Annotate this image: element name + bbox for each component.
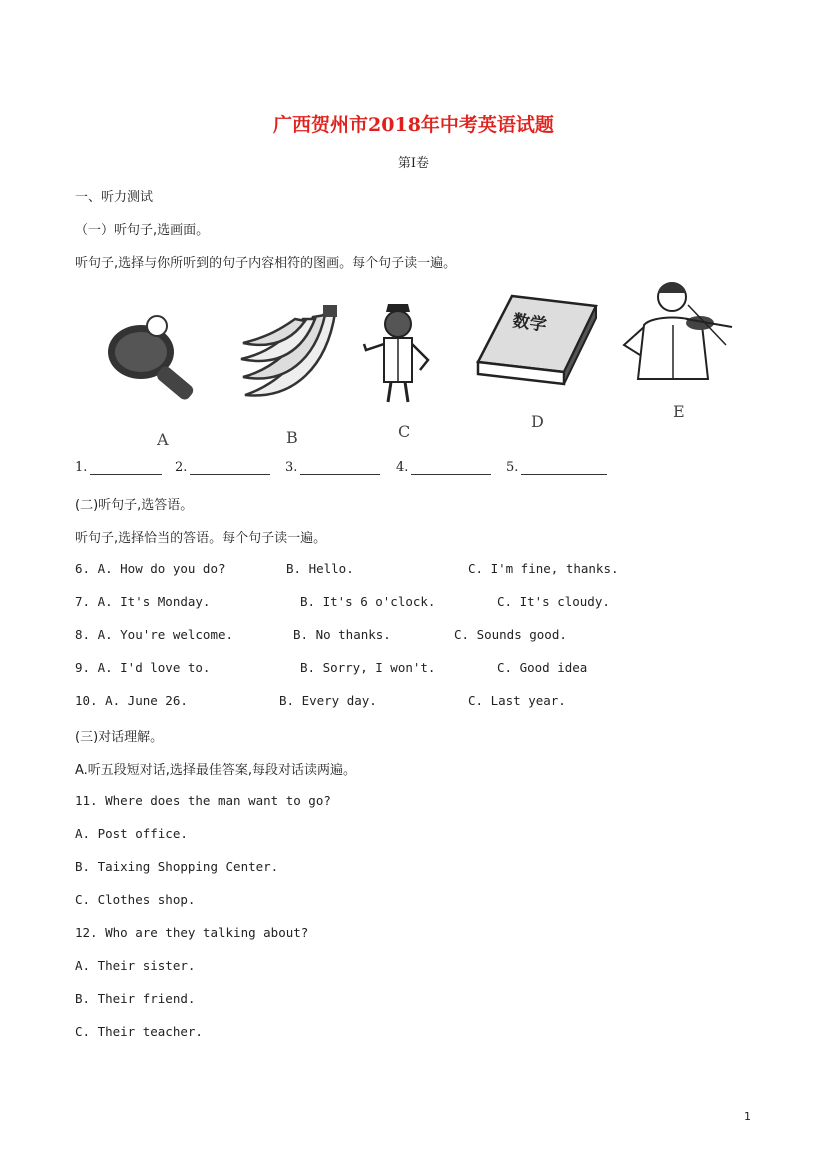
part3-instruction: A.听五段短对话,选择最佳答案,每段对话读两遍。 bbox=[75, 763, 357, 778]
question-7-option-b: B. It's 6 o'clock. bbox=[300, 594, 436, 609]
question-10-option-b: B. Every day. bbox=[279, 693, 377, 708]
question-8-option-b: B. No thanks. bbox=[293, 627, 391, 642]
picture-label-b: B bbox=[286, 428, 298, 447]
question-12-option-b: B. Their friend. bbox=[75, 991, 196, 1006]
question-10: 10. A. June 26. bbox=[75, 693, 188, 708]
question-12: 12. Who are they talking about? bbox=[75, 925, 309, 940]
question-7-option-c: C. It's cloudy. bbox=[497, 594, 610, 609]
answer-blank-1[interactable]: 1. bbox=[75, 460, 162, 475]
part1-heading: （一）听句子,选画面。 bbox=[75, 223, 210, 238]
part3-heading: (三)对话理解。 bbox=[75, 730, 164, 745]
bananas-icon bbox=[235, 305, 345, 410]
question-7: 7. A. It's Monday. bbox=[75, 594, 211, 609]
question-6: 6. A. How do you do? bbox=[75, 561, 226, 576]
question-6-option-c: C. I'm fine, thanks. bbox=[468, 561, 619, 576]
math-book-title: 数学 bbox=[511, 311, 548, 336]
section-heading-listening: 一、听力测试 bbox=[75, 190, 154, 205]
question-8-option-c: C. Sounds good. bbox=[454, 627, 567, 642]
picture-label-c: C bbox=[398, 422, 411, 441]
question-8: 8. A. You're welcome. bbox=[75, 627, 234, 642]
question-11-option-a: A. Post office. bbox=[75, 826, 188, 841]
answer-blank-3[interactable]: 3. bbox=[285, 460, 380, 475]
math-book-icon bbox=[472, 292, 600, 392]
answer-blank-2[interactable]: 2. bbox=[175, 460, 270, 475]
volume-label: 第Ⅰ卷 bbox=[397, 156, 430, 171]
question-10-option-c: C. Last year. bbox=[468, 693, 566, 708]
picture-label-e: E bbox=[673, 402, 685, 421]
part1-instruction: 听句子,选择与你所听到的句子内容相符的图画。每个句子读一遍。 bbox=[75, 256, 457, 271]
question-11-option-b: B. Taixing Shopping Center. bbox=[75, 859, 279, 874]
answer-blank-4[interactable]: 4. bbox=[396, 460, 491, 475]
picture-label-d: D bbox=[531, 412, 544, 431]
page-number: 1 bbox=[744, 1110, 751, 1123]
question-12-option-c: C. Their teacher. bbox=[75, 1024, 203, 1039]
question-9-option-c: C. Good idea bbox=[497, 660, 588, 675]
answer-blank-5[interactable]: 5. bbox=[506, 460, 607, 475]
ping-pong-paddle-icon bbox=[105, 312, 205, 412]
part2-instruction: 听句子,选择恰当的答语。每个句子读一遍。 bbox=[75, 531, 327, 546]
question-9: 9. A. I'd love to. bbox=[75, 660, 211, 675]
part2-heading: (二)听句子,选答语。 bbox=[75, 498, 194, 513]
doctor-icon bbox=[358, 300, 438, 405]
question-12-option-a: A. Their sister. bbox=[75, 958, 196, 973]
question-6-option-b: B. Hello. bbox=[286, 561, 354, 576]
question-9-option-b: B. Sorry, I won't. bbox=[300, 660, 436, 675]
question-11: 11. Where does the man want to go? bbox=[75, 793, 331, 808]
picture-label-a: A bbox=[157, 430, 169, 449]
page-title: 广西贺州市2018年中考英语试题 bbox=[273, 114, 554, 136]
question-11-option-c: C. Clothes shop. bbox=[75, 892, 196, 907]
violinist-icon bbox=[616, 275, 736, 380]
